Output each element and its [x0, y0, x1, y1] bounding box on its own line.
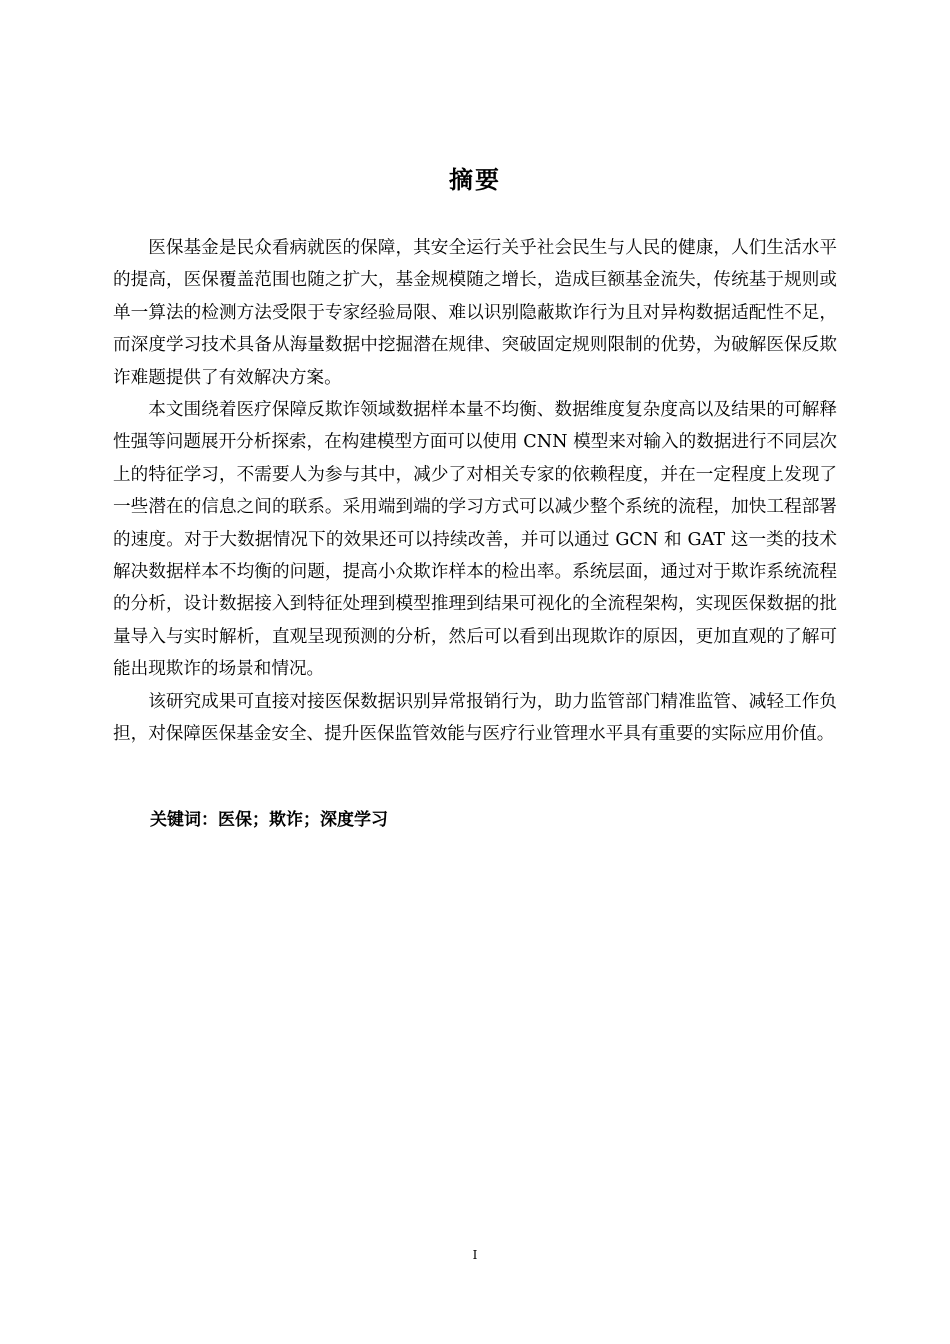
abstract-body [113, 232, 837, 751]
page-number: I [472, 1248, 478, 1262]
abstract-title: 摘要 [449, 166, 501, 194]
abstract-paragraph-1: 医保基金是民众看病就医的保障，其安全运行关乎社会民生与人民的健康，人们生活水平的提高，医保覆盖范围也随之扩大，基金规模随之增长，造成巨额基金流失，传统基于规则或单一算法的检测方法受限于专家经验局限、难以识别隐蔽欺诈行为且对异构数据适配性不足，而深度学习技术具备从海量数据中挖掘潜在规律、突破固定规则限制的优势，为破解医保反欺诈难题提供了有效解决方案。 [113, 238, 837, 388]
keywords-line: 关键词：医保；欺诈；深度学习 [150, 810, 388, 830]
abstract-paragraph-2: 本文围绕着医疗保障反欺诈领域数据样本量不均衡、数据维度复杂度高以及结果的可解释性强等问题展开分析探索，在构建模型方面可以使用 CNN 模型来对输入的数据进行不同层次上的特征学习，不需要人为参与其中，减少了对相关专家的依赖程度，并在一定程度上发现了一些潜在的信息之间的联系。采用端到端的学习方式可以减少整个系统的流程，加快工程部署的速度。对于大数据情况下的效果还可以持续改善，并可以通过 GCN 和 GAT 这一类的技术解决数据样本不均衡的问题，提高小众欺诈样本的检出率。系统层面，通过对于欺诈系统流程的分析，设计数据接入到特征处理到模型推理到结果可视化的全流程架构，实现医保数据的批量导入与实时解析，直观呈现预测的分析，然后可以看到出现欺诈的原因，更加直观的了解可能出现欺诈的场景和情况。 [113, 400, 838, 680]
abstract-paragraph-3: 该研究成果可直接对接医保数据识别异常报销行为，助力监管部门精准监管、减轻工作负担，对保障医保基金安全、提升医保监管效能与医疗行业管理水平具有重要的实际应用价值。 [113, 691, 837, 745]
